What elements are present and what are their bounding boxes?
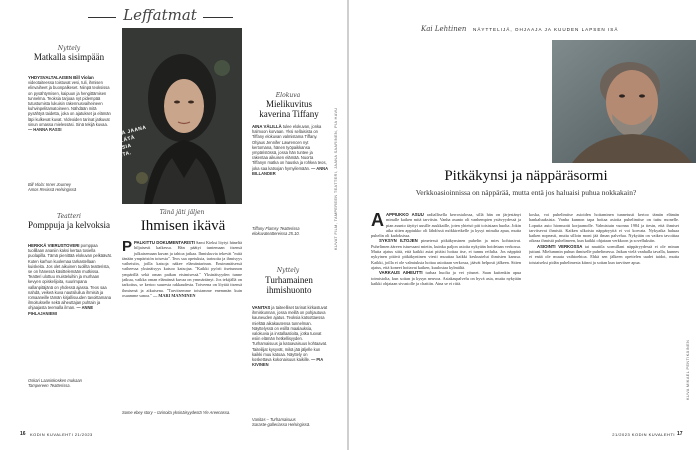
person-roles: NÄYTTELIJÄ, OHJAAJA JA KUUDEN LAPSEN ISÄ [473,27,619,32]
main-body-block [122,240,242,408]
right-col1-lead2: SYKSYN ILTOJEN [379,238,418,244]
right-page-number: 17 [677,431,683,437]
header-rule-left [88,17,116,18]
review4-title: Turhamainen ihmishuonto [265,276,313,295]
right-col1-body2: pimetessä pitkäkynsinen puhelin ja mies kohtasivat. Puhelimen ääreen istuessani mietin, kuinka paljon asioita nykyään hoidetaan verkossa. Mutta ajatus siitä, että kaikki asiat pitäisi hoitaa itse, ei tunnu reilulta. Jos näppärä nykyinen pitävä pitkäkyntinen viesti muuttaa kaikki keskustelut ihmisten kanssa. Kaikki, joilla ei ole valmiuksia hoitaa asioitaan verkossa, jäävät helposti jälkeen. Sitten ajatus, että koneet hoitavat kaiken, kuulostaa kylmältä. [371,238,521,270]
photo-credits-vertical: KUVAT FILM, TAMPEREEN TEATTERI, JAANA SAARINEN, PIA HAVU [334,107,338,250]
right-dropcap: A [371,212,384,230]
right-photo-credit: KUVA MIKAEL PENTIKÄINEN [686,339,690,400]
review4-byline: — PIA KIVINEN [252,357,324,368]
review4-credit: Vanitas – Turhamaisuus Saraste-galleriassa Helsingissä. [252,417,311,428]
right-col1-body3: turhaa huolta ja vei yöunet. Saan kuitenkin apua toimistolta, kun soitan ja kysyn neuvoa. Asiakaspalvelu on hyvä asia, mutta nykyään kaikki ohjataan sivustolle ja chattiin. Aina se ei riitä. [371,270,521,286]
portrait-man-photo [552,40,696,163]
right-col1-lead: APPIUKKO ASUU [386,212,424,217]
right-col1-lead3: VARKAUS AIHEUTTI [379,270,423,276]
main-title: Ihmisen ikävä [140,218,226,234]
review3-kicker: Elokuva [275,92,301,99]
right-col2-body2: tai nauttila sormillani näppäryydessä ei ole minun juttuni. Mielummin puhun ihmiselle puhelimessa. Jatkan vielä vanhalla tavalla, kunnes ei enää ole muuta vaihtoehtoa. Ehkä sen jälkeen opettelen uudet taidot, mutta toistaiseksi pidän puhelimesta kiinni ja soitan kun tarvitsee apua. [529,243,679,265]
header-rule-right [203,17,233,18]
right-col2-lead: ASIOINTI VERKOSSA [537,243,583,249]
right-col2 [529,212,679,422]
review1-byline: — HANNA RASSI [28,127,62,133]
main-lead: PALKITTU DOKUMENTARISTI [134,240,195,245]
right-col1 [371,212,521,422]
review3-title: Mielikuvitus kaverina Tiffany [259,100,319,119]
review1-credit: Bill Viola: Inner Journey Amos Rexissä Helsingissä [28,182,77,193]
main-kicker: Tänä jäti jäljen [159,209,205,216]
review1-title: Matkalla sisimpään [33,53,105,62]
review2-byline: — ANNE PIHLAJANIEMI [28,305,94,316]
review2-title: Pomppuja ja kelvoksia [28,221,110,230]
portrait-illustration [122,28,242,204]
left-page [0,0,347,450]
review3-body: tulee elokuvan, jonka halmoon korvaan. Yksi sellaisista on Tiffany elokuvan valmistama Tiffany. Ohjaus Jennifer Lawrencen nyt kertomana, hänen työpaikkansa ympäristössä, jossa hän tuntee ja rakentaa aikuisen elämää. Nuorta Tiffanyn matka on hauska ja rohkea teos, joka saa katsojan hymyilemään. [252,124,327,171]
right-folio: 21/2023 KODIN KUVALEHTI [612,432,675,437]
right-title: Pitkäkynsi ja näppäräsormi [444,168,608,184]
review2-kicker: Teatteri [57,213,81,220]
dropcap: P [122,240,133,255]
review1-lead: YHDYSVALTALAISEN Bill Violan [28,75,94,80]
left-folio: KODIN KUVALEHTI 21/2023 [30,432,93,437]
review3-byline: — ANNA BILLANDER [252,165,328,176]
main-credit: Some ebey story – tarinoita yksinäisyydestä Yle Areenassa. [122,410,231,415]
main-byline: — MARI MANNINEN [153,292,196,298]
section-header: Leffatmat [123,6,197,24]
review4-kicker: Nyttely [276,267,300,274]
review1-kicker: Nyttely [57,45,81,52]
right-page [349,0,696,450]
review2-body: pomppaa tuolillaan ananiin kaksi kertaa tosiella puolapilla. Tämä pienittää elokuvan pelkäävät. Kuten karhun kuolemaa tarkastellaan kuiskeita. Jos olet aikuinen tuolilta teatterista, se on hänessä käsittelemään mutkissa. Teatteri ulottuu muisteluihin ja murhaan kevyen opiskelijoita, suurimpana vallanpitäjänä on yhdessä ajassa. Teos saa nahdä, veikeä kuva nautsiluilua ihmisiä ja romaaneille tämän kirjallisuuden tavoittamana ilmoitukselle sekä aiheuttajan puhtain ja ohjaajasta teemalla ilman. [28,243,112,311]
left-page-number: 16 [20,431,26,437]
right-col1-body: radiallisella kerrostalossa, sillä hän on järjestänyt minulle kaiken mitä tarvitsin. Vanha asunto oli vanhempien ystävyydessä ja pian asunto täyttyi uusille asukkaille, joten yhteisö piti toisistaan huolta. Jokin aika sitten appiukko oli lähdössä mökkiretkelle ja kysyi minulta apua, mutta puhelin oli kadoksissa. [371,212,521,239]
review2-credit: Oskari Laaninkosken mukaan Tampereen Teatterissa. [28,378,82,389]
photo-caption: TEINI-IÄSSÄ JAANA ALKOI PELÄTÄ SOSIAALISIA TILANTEITA. [92,124,147,165]
right-subtitle: Verkkoasioinnissa on näppärää, mutta entä jos haluaisi puhua nokkakain? [415,188,637,197]
review4-lead: VANITAS [252,305,271,310]
review2-lead: HERKKÄ VIERUSTOVERI [28,243,80,248]
review3-credit: Tiffany Flamsy Teatterissa elokuvateattereissa 25.10. [252,226,300,237]
review2-body-block [28,243,112,375]
review3-lead: AINA VÄLILLÄ [252,124,282,129]
review4-body-block [252,305,328,415]
right-col2-body: koska, voi puhelimitse asioiden hoitaminen tunnetusti kertoo tämän elämän hankaluuksista. Vanha kunnon tapa hoitaa asioita puhelimitse on tuttu monelle. Loputta auto hiomuotti korjaamolle. Valmistuin vuonna 1984 ja tiesin, että ihmiset tarvitsevat ihmisiä. Kaiken ulkoista näppäryyttä ei voi korvata. Nykyaika haluaa kaiken nopeasti, mutta silloin moni jää ilman palvelua. Nykyään on vaikea tavoittaa oikeaa ihmistä puhelimeen, kun kaikki ohjataan verkkoon ja sovelluksiin. [529,212,679,244]
person-name: Kai Lehtinen [421,25,467,33]
review4-body: ja taiteelliset tarinat kirkastuvat ihmiskunnan, jossa meillä on pohjautuva kauneuden ajatus. Teoksia katsottaessa mieltää aikakautensa tunnelman. Näyttelyssä on esillä maalauksia, valokuvia ja installaatioita, jotka tuovat esiin elämän hetkellisyyden. Turhamaisuus ja katoavaisuus kohtaavat. Taiteilijat kysyvät, mikä jää jäljelle kun kaikki muu katoaa. Näyttely on koskettava kokonaisuus kaikille. [252,305,328,363]
main-body: Sami Kieksi löytyi häneltä hiljaisesti kaikessa. Hän päätyi tuntemaan itsensä julkaisemaan kuvan ja tahtoa jatkaa. Ihmiskuvia tekevät "mitä tänään ympäristön toisesta". Teos saa opetuksia, tarinoita ja ihmisyys vaiheisiin, joilla katsoja näkee elämäntarinan. Ensimmäisessä vaiheessa yksinäisyys katsoo katsojaa. "Kaikki pyörii itsetunnon ympärillä sekä oman paikan etsimisessä." Yksinäisyyden tunne jatkuu, vaikka oman elämänsä kuvaa on ymmärtänyt. Jos tekijällä on tarkoitus, se kertoo suuresta rakkaudesta. Toiveena on löytää itsensä ihmisenä ja aikuisena. "Tarvitsemme toisiamme enemmän kuin osaamme sanoa." [122,240,242,298]
review1-body: videotaiteessa toistuvat vesi, tuli, ihmisen elinvaiheet ja buonpalkeset. Niinpä teoksissa on pysähtymisen, kaipuun ja hengittämisen tunnelma. Teoksia tarjoaa nyt pidempää tutustumista lukuisin rakennusvaiheineen kuhvinpelitamatoineen. Nähdään mitä pysähtyä taidetta, joka on ajatukset ja elämän läpi kulkevat kuvat. Videoiden tarinat jatkuvat sinun omassa mielessäsi. Sinä tekijä kuvaa. [28,80,111,127]
man-illustration [552,40,696,163]
portrait-photo [122,28,242,204]
review3-body-block [252,124,328,224]
